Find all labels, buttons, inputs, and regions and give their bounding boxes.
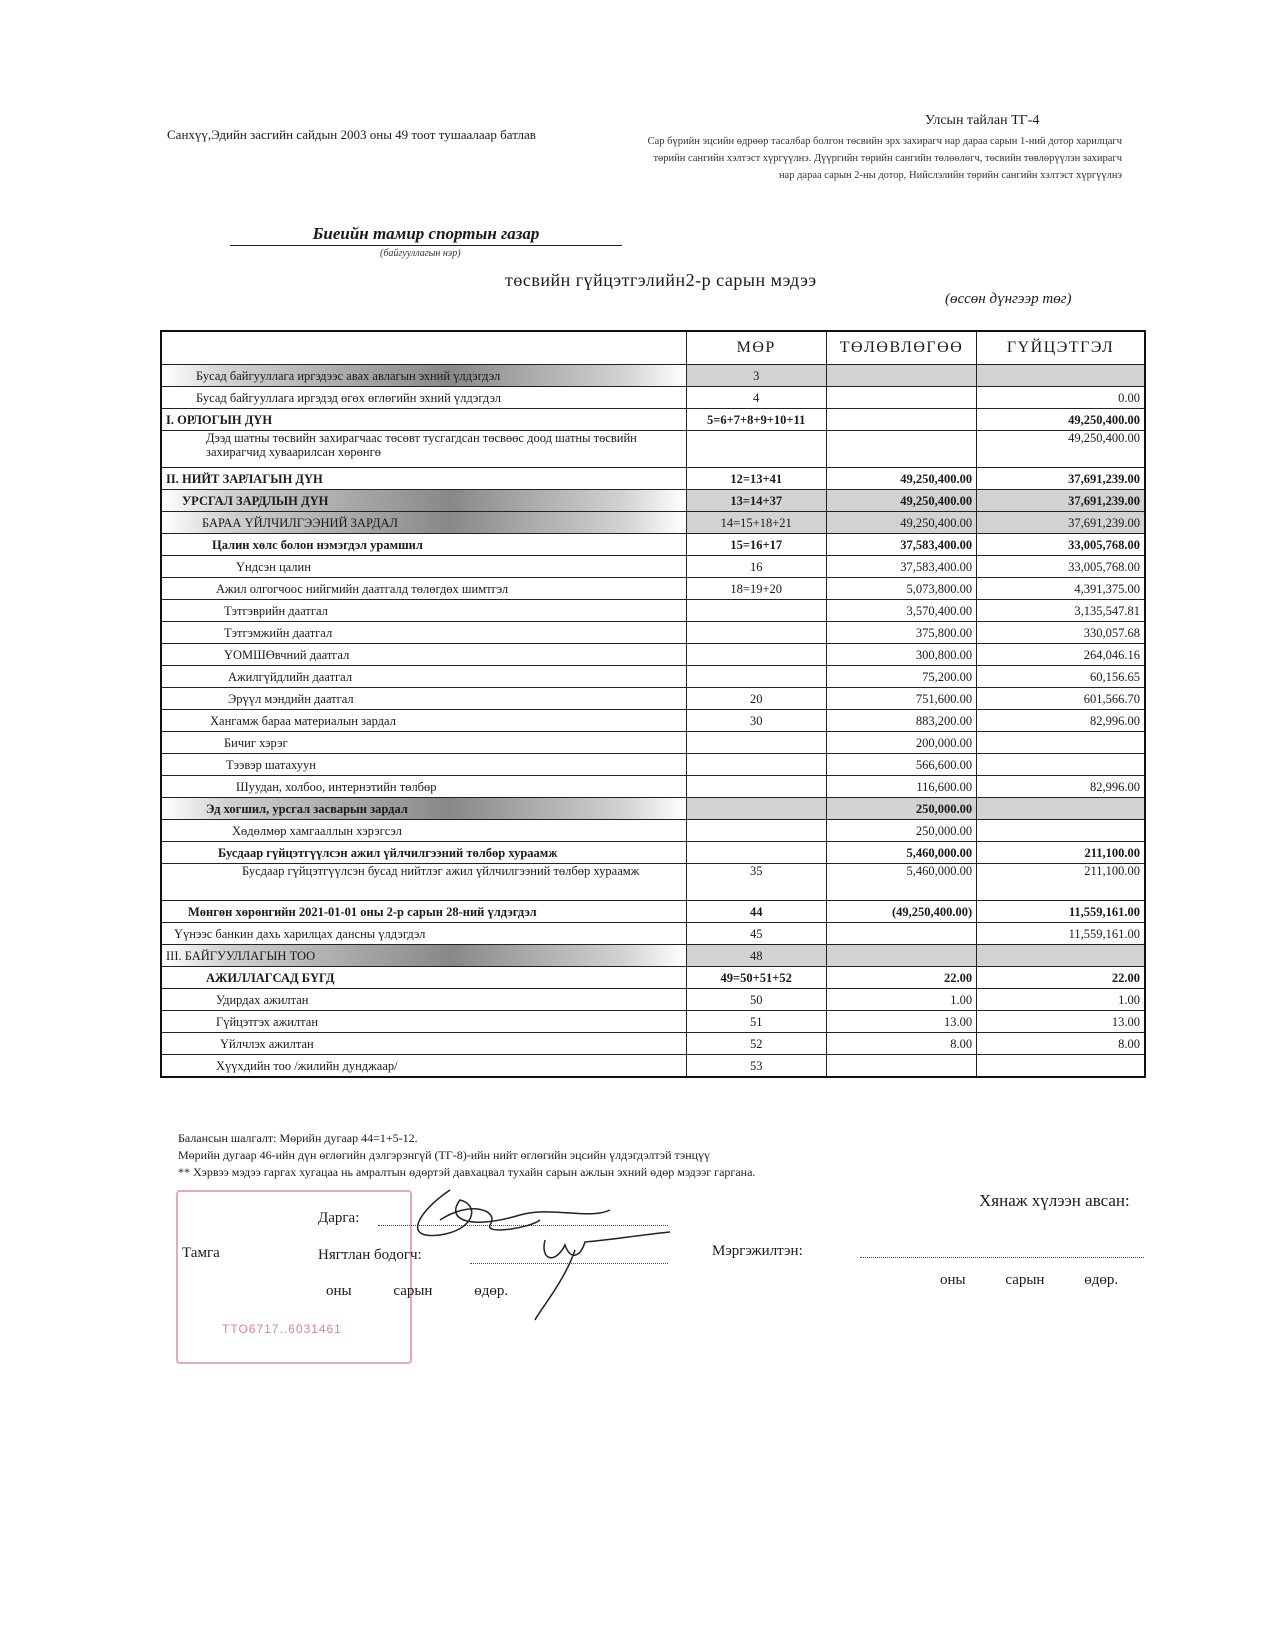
row-code	[686, 732, 826, 754]
report-title: төсвийн гүйцэтгэлийн2-р сарын мэдээ	[505, 270, 817, 290]
row-plan: 13.00	[826, 1011, 976, 1033]
table-row	[161, 468, 1145, 490]
row-actual: 82,996.00	[977, 776, 1145, 798]
row-plan	[826, 365, 976, 387]
row-label: Ажил олгогчоос нийгмийн даатгалд төлөгдөх шимтгэл	[161, 578, 686, 600]
accountant-label: Нягтлан бодогч:	[318, 1247, 422, 1263]
table-row	[161, 365, 1145, 387]
row-label: Гүйцэтгэх ажилтан	[161, 1011, 686, 1033]
table-row	[161, 490, 1145, 512]
row-label: Бусад байгууллага иргэдэд өгөх өглөгийн эхний үлдэгдэл	[161, 387, 686, 409]
table-row	[161, 409, 1145, 431]
row-actual: 264,046.16	[977, 644, 1145, 666]
row-label: Эрүүл мэндийн даатгал	[161, 688, 686, 710]
row-plan: (49,250,400.00)	[826, 901, 976, 923]
row-actual: 82,996.00	[977, 710, 1145, 732]
table-row	[161, 688, 1145, 710]
table-row	[161, 578, 1145, 600]
table-row	[161, 754, 1145, 776]
row-actual: 0.00	[977, 387, 1145, 409]
row-plan: 49,250,400.00	[826, 490, 976, 512]
row-code	[686, 754, 826, 776]
row-label: Бусдаар гүйцэтгүүлсэн ажил үйлчилгээний төлбөр хураамж	[161, 842, 686, 864]
table-row	[161, 945, 1145, 967]
row-label: Үндсэн цалин	[161, 556, 686, 578]
table-row	[161, 1055, 1145, 1078]
specialist-signature-line	[860, 1256, 1144, 1258]
row-plan: 37,583,400.00	[826, 556, 976, 578]
table-row	[161, 512, 1145, 534]
row-actual: 211,100.00	[977, 864, 1145, 901]
table-body	[161, 365, 1145, 1078]
row-label: Бусад байгууллага иргэдээс авах авлагын эхний үлдэгдэл	[161, 365, 686, 387]
note-line46: Мөрийн дугаар 46-ийн дүн өглөгийн дэлгэрэнгүй (ТГ-8)-ийн нийт өглөгийн эцсийн үлдэгдэлтэй тэнцүү	[178, 1148, 711, 1162]
row-label: Тээвэр шатахуун	[161, 754, 686, 776]
row-actual	[977, 1055, 1145, 1078]
row-actual: 3,135,547.81	[977, 600, 1145, 622]
row-actual: 49,250,400.00	[977, 409, 1145, 431]
row-code	[686, 666, 826, 688]
row-actual: 211,100.00	[977, 842, 1145, 864]
table-row	[161, 710, 1145, 732]
table-row	[161, 989, 1145, 1011]
header-plan: ТӨЛӨВЛӨГӨӨ	[826, 331, 976, 365]
table-row	[161, 1011, 1145, 1033]
row-actual: 37,691,239.00	[977, 490, 1145, 512]
row-label: Хүүхдийн тоо /жилийн дунджаар/	[161, 1055, 686, 1078]
note-balance-check: Балансын шалгалт: Мөрийн дугаар 44=1+5-12.	[178, 1131, 418, 1145]
row-code: 16	[686, 556, 826, 578]
specialist-label: Мэргэжилтэн:	[712, 1243, 803, 1259]
row-code: 4	[686, 387, 826, 409]
row-label: УРСГАЛ ЗАРДЛЫН ДҮН	[161, 490, 686, 512]
row-actual: 601,566.70	[977, 688, 1145, 710]
row-code: 3	[686, 365, 826, 387]
row-code	[686, 431, 826, 468]
row-plan: 49,250,400.00	[826, 468, 976, 490]
table-row	[161, 732, 1145, 754]
row-actual: 37,691,239.00	[977, 468, 1145, 490]
row-actual: 13.00	[977, 1011, 1145, 1033]
row-label: Хангамж бараа материалын зардал	[161, 710, 686, 732]
row-code: 18=19+20	[686, 578, 826, 600]
row-label: Эд хогшил, урсгал засварын зардал	[161, 798, 686, 820]
row-plan: 250,000.00	[826, 820, 976, 842]
row-code: 14=15+18+21	[686, 512, 826, 534]
row-plan: 5,460,000.00	[826, 842, 976, 864]
row-label: Удирдах ажилтан	[161, 989, 686, 1011]
row-code	[686, 820, 826, 842]
row-label: Хөдөлмөр хамгааллын хэрэгсэл	[161, 820, 686, 842]
received-label: Хянаж хүлээн авсан:	[979, 1191, 1130, 1210]
row-code	[686, 798, 826, 820]
row-actual: 33,005,768.00	[977, 534, 1145, 556]
row-code: 13=14+37	[686, 490, 826, 512]
row-label: Үүнээс банкин дахь харилцах дансны үлдэгдэл	[161, 923, 686, 945]
row-plan: 5,460,000.00	[826, 864, 976, 901]
table-row	[161, 534, 1145, 556]
row-plan: 883,200.00	[826, 710, 976, 732]
row-label: Шуудан, холбоо, интернэтийн төлбөр	[161, 776, 686, 798]
table-row	[161, 622, 1145, 644]
row-plan	[826, 945, 976, 967]
row-plan	[826, 409, 976, 431]
row-plan: 300,800.00	[826, 644, 976, 666]
row-label: Ажилгүйдлийн даатгал	[161, 666, 686, 688]
table-row	[161, 387, 1145, 409]
row-plan: 751,600.00	[826, 688, 976, 710]
row-actual: 11,559,161.00	[977, 923, 1145, 945]
row-code	[686, 622, 826, 644]
row-code: 12=13+41	[686, 468, 826, 490]
row-actual: 330,057.68	[977, 622, 1145, 644]
row-code	[686, 776, 826, 798]
row-actual: 1.00	[977, 989, 1145, 1011]
row-actual: 8.00	[977, 1033, 1145, 1055]
row-plan	[826, 387, 976, 409]
row-code: 51	[686, 1011, 826, 1033]
row-label: III. БАЙГУУЛЛАГЫН ТОО	[161, 945, 686, 967]
row-label: Бичиг хэрэг	[161, 732, 686, 754]
header-label	[161, 331, 686, 365]
row-plan: 250,000.00	[826, 798, 976, 820]
row-plan: 8.00	[826, 1033, 976, 1055]
row-plan: 49,250,400.00	[826, 512, 976, 534]
row-plan: 375,800.00	[826, 622, 976, 644]
row-code: 44	[686, 901, 826, 923]
row-code: 48	[686, 945, 826, 967]
row-code: 5=6+7+8+9+10+11	[686, 409, 826, 431]
row-label: Тэтгэмжийн даатгал	[161, 622, 686, 644]
row-label: БАРАА ҮЙЛЧИЛГЭЭНИЙ ЗАРДАЛ	[161, 512, 686, 534]
note-holiday: ** Хэрвээ мэдээ гаргах хугацаа нь амралтын өдөртэй давхацвал тухайн сарын ажлын эхний өдөр мэдээг гаргана.	[178, 1165, 756, 1179]
row-code: 52	[686, 1033, 826, 1055]
table-row	[161, 666, 1145, 688]
table-row	[161, 967, 1145, 989]
row-label: ҮОМШӨвчний даатгал	[161, 644, 686, 666]
row-code	[686, 644, 826, 666]
row-plan: 1.00	[826, 989, 976, 1011]
row-plan	[826, 431, 976, 468]
table-row	[161, 776, 1145, 798]
row-actual: 60,156.65	[977, 666, 1145, 688]
handwritten-signatures	[380, 1180, 700, 1330]
row-code: 50	[686, 989, 826, 1011]
organization-caption: (байгууллагын нэр)	[380, 248, 461, 259]
table-row	[161, 820, 1145, 842]
row-plan: 5,073,800.00	[826, 578, 976, 600]
row-code: 15=16+17	[686, 534, 826, 556]
table-row	[161, 644, 1145, 666]
row-code	[686, 600, 826, 622]
table-row	[161, 798, 1145, 820]
row-actual: 37,691,239.00	[977, 512, 1145, 534]
row-actual	[977, 820, 1145, 842]
row-plan: 22.00	[826, 967, 976, 989]
row-code: 45	[686, 923, 826, 945]
row-plan: 566,600.00	[826, 754, 976, 776]
row-label: Тэтгэврийн даатгал	[161, 600, 686, 622]
row-plan: 75,200.00	[826, 666, 976, 688]
header-row-code: МӨР	[686, 331, 826, 365]
table-row	[161, 1033, 1145, 1055]
table-row	[161, 923, 1145, 945]
row-code: 35	[686, 864, 826, 901]
row-plan: 116,600.00	[826, 776, 976, 798]
currency-unit: (өссөн дүнгээр төг)	[945, 291, 1072, 307]
row-code: 20	[686, 688, 826, 710]
row-plan: 200,000.00	[826, 732, 976, 754]
row-actual: 22.00	[977, 967, 1145, 989]
row-label: II. НИЙТ ЗАРЛАГЫН ДҮН	[161, 468, 686, 490]
header-actual: ГҮЙЦЭТГЭЛ	[977, 331, 1145, 365]
row-label: Бусдаар гүйцэтгүүлсэн бусад нийтлэг ажил үйлчилгээний төлбөр хураамж	[161, 864, 686, 901]
row-label: I. ОРЛОГЫН ДҮН	[161, 409, 686, 431]
notes	[178, 1130, 1158, 1181]
row-actual: 4,391,375.00	[977, 578, 1145, 600]
row-plan: 3,570,400.00	[826, 600, 976, 622]
row-label: Үйлчлэх ажилтан	[161, 1033, 686, 1055]
row-code: 53	[686, 1055, 826, 1078]
row-actual	[977, 732, 1145, 754]
row-code	[686, 842, 826, 864]
row-plan	[826, 923, 976, 945]
row-actual	[977, 754, 1145, 776]
submission-instructions: Сар бүрийн эцсийн өдрөөр тасалбар болгон төсвийн эрх захирагч нар дараа сарын 1-ний дотор харилцагч төрийн сангийн хэлтэст хүргүүлнэ. Дүүргийн төрийн сангийн төлөөлөгч, төсвийн төвлөрүүлэн захирагч нар дараа сарын 2-ны дотор, Нийслэлийн төрийн сангийн хэлтэст хүргүүлнэ	[647, 136, 1122, 181]
row-actual	[977, 798, 1145, 820]
row-actual: 49,250,400.00	[977, 431, 1145, 468]
approval-note: Санхүү,Эдийн засгийн сайдын 2003 оны 49 тоот тушаалаар батлав	[167, 127, 536, 142]
row-actual: 11,559,161.00	[977, 901, 1145, 923]
row-code: 30	[686, 710, 826, 732]
table-row	[161, 901, 1145, 923]
table-row	[161, 600, 1145, 622]
row-label: Мөнгөн хөрөнгийн 2021-01-01 оны 2-р сарын 28-ний үлдэгдэл	[161, 901, 686, 923]
row-code: 49=50+51+52	[686, 967, 826, 989]
row-actual	[977, 365, 1145, 387]
date-right: оны сарын өдөр.	[940, 1272, 1119, 1288]
director-label: Дарга:	[318, 1210, 360, 1226]
table-row	[161, 556, 1145, 578]
row-label: АЖИЛЛАГСАД БҮГД	[161, 967, 686, 989]
stamp-label: Тамга	[182, 1245, 220, 1261]
budget-table	[160, 330, 1146, 1078]
row-label: Дээд шатны төсвийн захирагчаас төсөвт тусгагдсан төсвөөс доод шатны төсвийн захирагчид хуваарилсан хөрөнгө	[161, 431, 686, 468]
organization-name: Биеийн тамир спортын газар	[230, 224, 622, 246]
table-header-row	[161, 331, 1145, 365]
table-row	[161, 864, 1145, 901]
row-plan	[826, 1055, 976, 1078]
row-plan: 37,583,400.00	[826, 534, 976, 556]
row-actual	[977, 945, 1145, 967]
table-row	[161, 431, 1145, 468]
stamp-number: TTO6717..6031461	[222, 1322, 342, 1336]
form-code: Улсын тайлан ТГ-4	[925, 113, 1040, 128]
table-row	[161, 842, 1145, 864]
stamp-impression	[176, 1190, 412, 1364]
row-actual: 33,005,768.00	[977, 556, 1145, 578]
row-label: Цалин хөлс болон нэмэгдэл урамшил	[161, 534, 686, 556]
date-left: оны сарын өдөр.	[326, 1283, 509, 1299]
